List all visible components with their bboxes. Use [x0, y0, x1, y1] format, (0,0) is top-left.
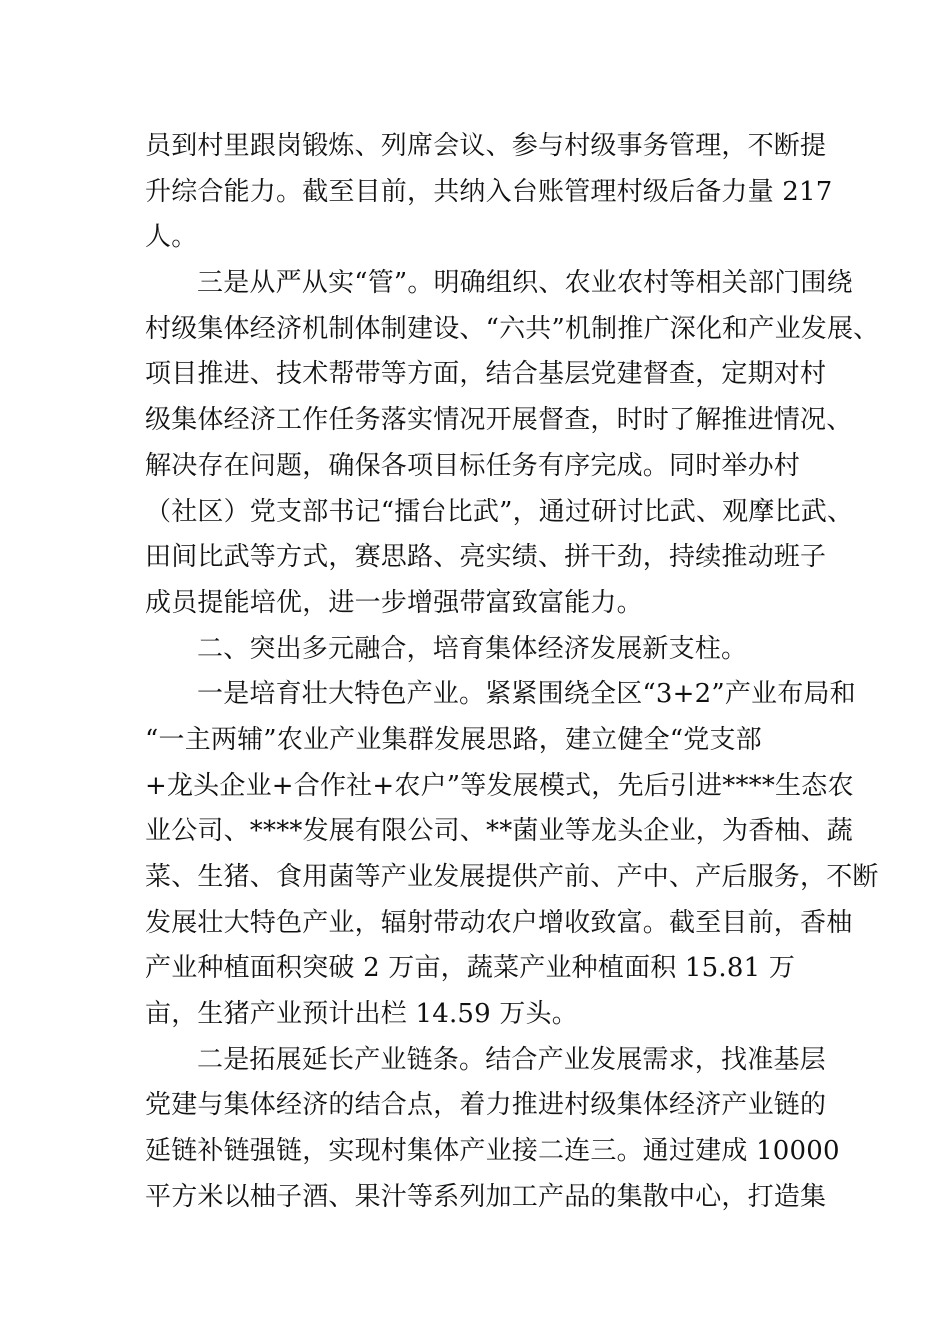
text-line: 田间比武等方式，赛思路、亮实绩、拼干劲，持续推动班子: [145, 542, 827, 573]
text-line: 菜、生猪、食用菌等产业发展提供产前、产中、产后服务，不断: [145, 862, 879, 892]
text-line: 项目推进、技术帮带等方面，结合基层党建督查，定期对村: [145, 359, 827, 390]
text-line: 亩，生猪产业预计出栏 14.59 万头。: [145, 999, 578, 1030]
text-line: 升综合能力。截至目前，共纳入台账管理村级后备力量 217: [145, 176, 833, 207]
text-line: +龙头企业+合作社+农户”等发展模式，先后引进****生态农: [145, 770, 854, 801]
text-line: （社区）党支部书记“擂台比武”，通过研讨比武、观摩比武、: [145, 496, 854, 527]
text-line: 发展壮大特色产业，辐射带动农户增收致富。截至目前，香柚: [145, 907, 853, 938]
paragraph-start-line: 二是拓展延长产业链条。结合产业发展需求，找准基层: [197, 1044, 826, 1075]
text-line: 级集体经济工作任务落实情况开展督查，时时了解推进情况、: [145, 405, 853, 436]
text-line: “一主两辅”农业产业集群发展思路，建立健全“党支部: [145, 724, 762, 755]
text-line: 成员提能培优，进一步增强带富致富能力。: [145, 587, 643, 618]
paragraph-start-line: 三是从严从实“管”。明确组织、农业农村等相关部门围绕: [197, 268, 853, 299]
text-line: 员到村里跟岗锻炼、列席会议、参与村级事务管理，不断提: [145, 131, 827, 161]
text-line: 平方米以柚子酒、果汁等系列加工产品的集散中心，打造集: [145, 1181, 827, 1212]
text-line: 党建与集体经济的结合点，着力推进村级集体经济产业链的: [145, 1090, 827, 1121]
section-heading: 二、突出多元融合，培育集体经济发展新支柱。: [197, 633, 748, 664]
text-line: 村级集体经济机制体制建设、“六共”机制推广深化和产业发展、: [145, 313, 880, 344]
text-line: 产业种植面积突破 2 万亩，蔬菜产业种植面积 15.81 万: [145, 953, 796, 984]
text-line: 解决存在问题，确保各项目标任务有序完成。同时举办村: [145, 450, 801, 481]
body-text: [145, 124, 880, 1221]
text-line: 人。: [145, 222, 198, 253]
paragraph-start-line: 一是培育壮大特色产业。紧紧围绕全区“3+2”产业布局和: [197, 679, 856, 710]
text-line: 业公司、****发展有限公司、**菌业等龙头企业，为香柚、蔬: [145, 816, 854, 847]
text-line: 延链补链强链，实现村集体产业接二连三。通过建成 10000: [145, 1136, 840, 1167]
